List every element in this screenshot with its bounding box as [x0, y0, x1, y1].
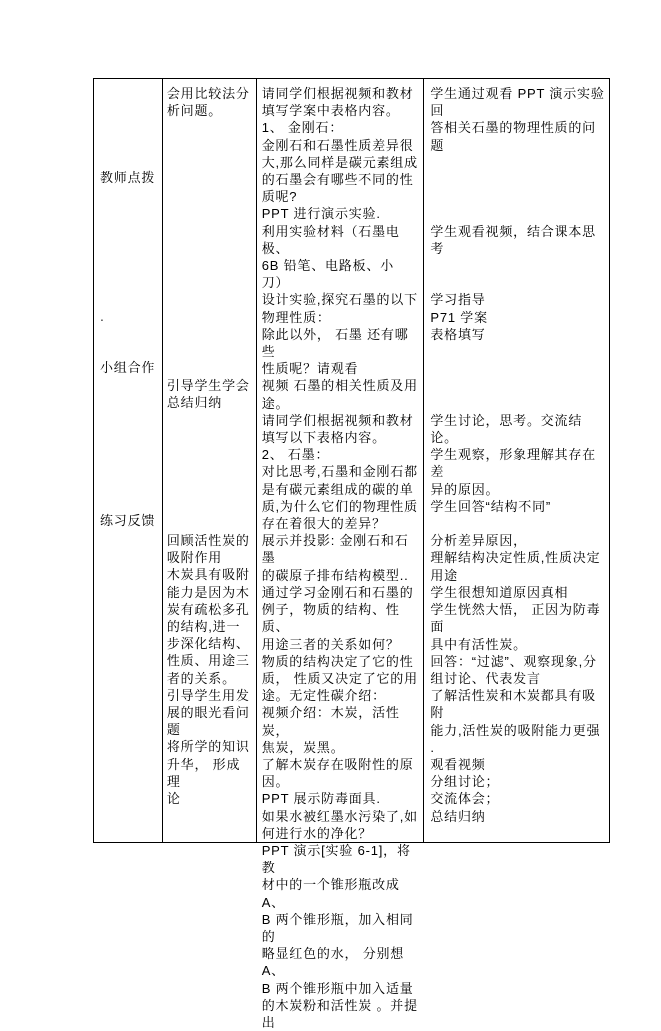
column-student-activity — [424, 79, 610, 842]
student-activity-text: 学生通过观看 PPT 演示实验回 答相关石墨的物理性质的问题 学生观看视频，结合课本思考 学习指导 P71 学案 表格填写 学生讨论，思考。交流结论。 学生观察，形象理解其存在差 异的原因。 学生回答“结构不同” 分析差异原因， 理解结构决定性质,性质决定 用途 学生很想知道原因真相 学生恍然大悟， 正因为防毒面 具中有活性炭。 回答：“过滤”、观察现象,分 组讨论、代表发言 了解活性炭和木炭都具有吸附 能力,活性炭的吸附能力更强 . 观看视频 分组讨论； 交流体会； 总结归纳 — [430, 86, 605, 824]
intent-block-summarize: 引导学生学会 总结归纳 — [166, 378, 250, 411]
column-design-intent — [163, 79, 257, 842]
lesson-plan-table — [93, 78, 610, 1030]
stage-label-teacher-guidance: 教师点拨 — [100, 170, 156, 185]
column-stage — [94, 79, 163, 842]
stage-label-group-cooperation: 小组合作 — [100, 360, 156, 375]
column-teacher-activity — [257, 79, 425, 1030]
intent-block-comparison-method: 会用比较法分 析问题。 — [166, 86, 250, 119]
stage-label-practice-feedback: 练习反馈 — [100, 513, 156, 528]
intent-block-activated-carbon: 回顾活性炭的 吸附作用 木炭具有吸附 能力是因为木 炭有疏松多孔 的结构,进一 步深化结构、 性质、用途三 者的关系。 引导学生用发 展的眼光看问 题 将所学的知识 升华， 形成理 论 — [166, 533, 250, 807]
stray-dot-mark: . — [100, 308, 104, 324]
teacher-activity-text: 请同学们根据视频和教材 填写学案中表格内容。 1、 金刚石： 金刚石和石墨性质差异很 大,那么同样是碳元素组成 的石墨会有哪些不同的性 质呢? PPT 进行演示实验. 利用实验材料（石墨电极、 6B 铅笔、电路板、小刀） 设计实验,探究石墨的以下 物理性质： 除此以外， 石墨 还有哪些 性质呢？请观看 视频 石墨的相关性质及用 途。 请同学们根据视频和教材 填写以下表格内容。 2、 石墨： 对比思考,石墨和金刚石都 是有碳元素组成的碳的单 质,为什么它们的物理性质 存在着很大的差异？ 展示并投影: 金刚石和石墨 的碳原子排布结构模型.. 通过学习金刚石和石墨的 例子，物质的结构、性质、 用途三者的关系如何？ 物质的结构决定了它的性 质， 性质又决定了它的用 途。无定性碳介绍： 视频介绍：木炭，活性炭， 焦炭，炭黑。 了解木炭存在吸附性的原 因。 PPT 展示防毒面具. 如果水被红墨水污染了,如 何进行水的净化？ PPT 演示[实验 6-1]，将教 材中的一个锥形瓶改成 A、 B 两个锥形瓶，加入相同的 略显红色的水， 分别想 A、 B 两个锥形瓶中加入适量 的木炭粉和活性炭 。并提出 — [261, 86, 418, 1030]
